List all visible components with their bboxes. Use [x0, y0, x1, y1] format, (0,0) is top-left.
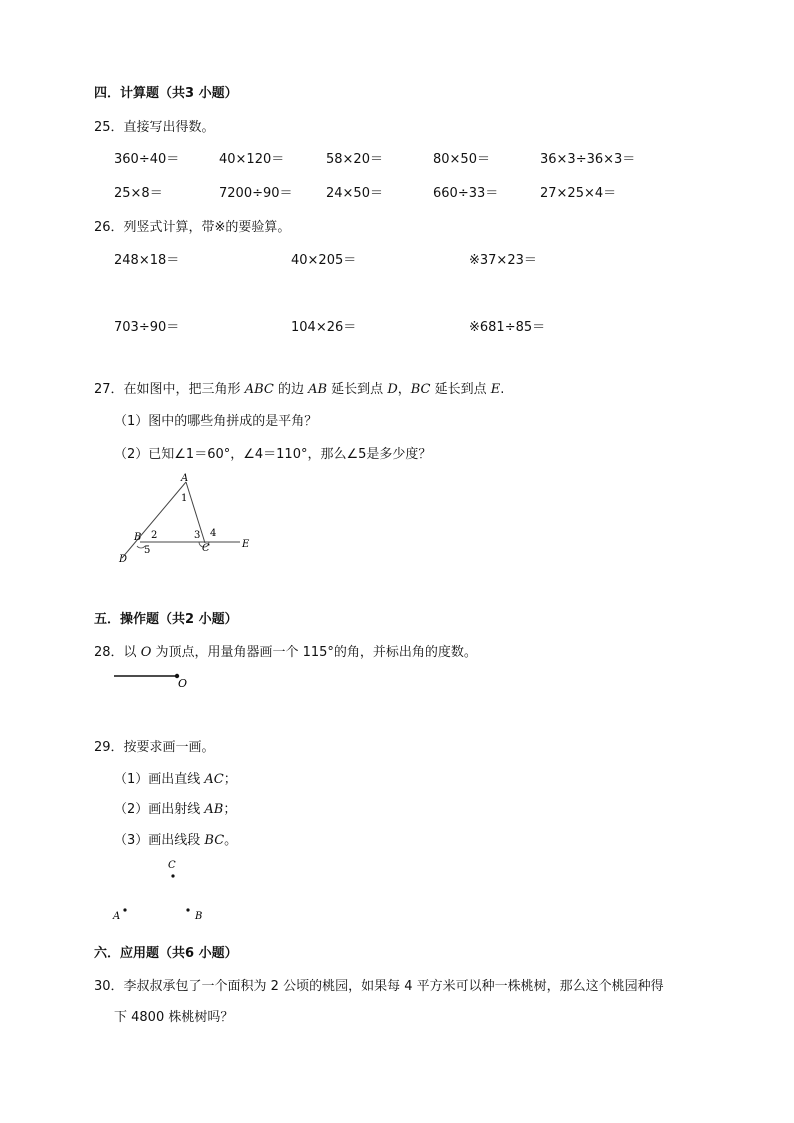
q26-stem: 26．列竖式计算，带※的要验算。 [94, 220, 291, 235]
q30-line-1: 30．李叔叔承包了一个面积为 2 公顷的桃园，如果每 4 平方米可以种一株桃树，那么这个桃园种得 [94, 979, 664, 994]
q29-text: （2）画出射线 [114, 802, 205, 817]
q26-item: ※37×23＝ [469, 253, 537, 268]
fig-label-c: C [202, 543, 210, 554]
q26-item: 40×205＝ [291, 253, 357, 268]
q25-stem: 25．直接写出得数。 [94, 120, 215, 135]
fig-angle-1: 1 [181, 493, 188, 504]
q27-text: . [500, 382, 505, 397]
q29-text: ； [223, 772, 237, 787]
q27-text: 延长到点 [430, 382, 491, 397]
q29-text: （1）画出直线 [114, 772, 205, 787]
q30-line-2: 下 4800 株桃树吗？ [114, 1010, 234, 1025]
q29-var: BC [204, 833, 225, 848]
fig-label-e: E [242, 539, 250, 550]
q29-text: （3）画出线段 [114, 833, 205, 848]
q25-item: 25×8＝ [114, 186, 163, 201]
q27-part-1: （1）图中的哪些角拼成的是平角？ [114, 414, 318, 429]
q27-stem [94, 378, 504, 397]
q29-part-3 [114, 829, 237, 848]
fig-angle-4: 4 [210, 528, 217, 539]
q28-ray-figure [110, 668, 200, 692]
fig-angle-3: 3 [194, 530, 201, 541]
fig-label-d: D [119, 554, 128, 565]
q27-text: ， [397, 382, 411, 397]
q28-text: 为顶点，用量角器画一个 115°的角，并标出角的度数。 [151, 645, 477, 660]
q25-item: 24×50＝ [326, 186, 383, 201]
q28-stem [94, 641, 477, 660]
q27-text: 延长到点 [327, 382, 388, 397]
q27-var: BC [410, 382, 431, 397]
q26-item: ※681÷85＝ [469, 320, 546, 335]
q29-part-1 [114, 768, 237, 787]
q25-item: 360÷40＝ [114, 152, 180, 167]
q25-item: 40×120＝ [219, 152, 285, 167]
q29-label-c: C [168, 860, 176, 871]
q29-points-figure [108, 855, 218, 925]
q29-var: AC [204, 772, 224, 787]
q28-label-o: O [178, 677, 188, 690]
q25-item: 80×50＝ [433, 152, 490, 167]
q27-part-2: （2）已知∠1＝60°，∠4＝110°，那么∠5是多少度？ [114, 447, 432, 462]
q25-item: 660÷33＝ [433, 186, 499, 201]
q28-text: 28．以 [94, 645, 141, 660]
fig-label-a: A [181, 473, 189, 484]
q27-var: AB [308, 382, 328, 397]
q29-text: 。 [224, 833, 238, 848]
q25-item: 36×3÷36×3＝ [540, 152, 636, 167]
section-6-title: 六．应用题（共6 小题） [94, 946, 238, 961]
fig-angle-5: 5 [144, 545, 151, 556]
q29-var: AB [204, 802, 224, 817]
q29-stem: 29．按要求画一画。 [94, 740, 215, 755]
q27-var: D [387, 382, 398, 397]
section-4-title: 四．计算题（共3 小题） [94, 86, 238, 101]
q29-label-a: A [113, 911, 121, 922]
q27-text: 27．在如图中，把三角形 [94, 382, 245, 397]
q26-item: 104×26＝ [291, 320, 357, 335]
q25-item: 7200÷90＝ [219, 186, 293, 201]
q27-var: E [490, 382, 501, 397]
q28-var: O [140, 645, 152, 660]
q29-part-2 [114, 798, 236, 817]
q26-item: 703÷90＝ [114, 320, 180, 335]
section-5-title: 五．操作题（共2 小题） [94, 612, 238, 627]
q25-item: 27×25×4＝ [540, 186, 617, 201]
q29-text: ； [223, 802, 237, 817]
q26-item: 248×18＝ [114, 253, 180, 268]
q27-triangle-figure [110, 470, 260, 565]
q29-label-b: B [195, 911, 203, 922]
q25-item: 58×20＝ [326, 152, 383, 167]
fig-label-b: B [134, 532, 142, 543]
q27-text: 的边 [273, 382, 309, 397]
fig-angle-2: 2 [151, 530, 158, 541]
q27-var: ABC [244, 382, 274, 397]
